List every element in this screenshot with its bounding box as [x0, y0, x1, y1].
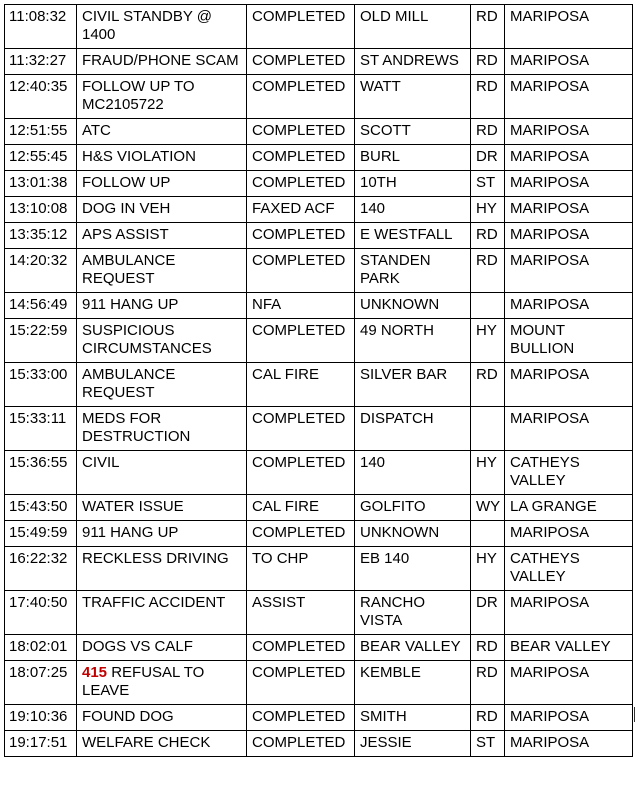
location-city-cell — [505, 547, 633, 591]
call-time-cell — [5, 319, 77, 363]
call-time: 18:07:25 — [9, 664, 68, 681]
location-street-cell — [355, 223, 471, 249]
call-disposition-cell — [247, 145, 355, 171]
location-city-cell — [505, 407, 633, 451]
street-suffix: RD — [476, 52, 498, 69]
table-row — [5, 407, 633, 451]
call-disposition: COMPLETED — [252, 734, 346, 751]
table-row — [5, 249, 633, 293]
location-street: BEAR VALLEY — [360, 638, 461, 655]
location-city-cell — [505, 591, 633, 635]
location-street: EB 140 — [360, 550, 410, 567]
street-suffix: DR — [476, 148, 498, 165]
call-disposition: COMPLETED — [252, 78, 346, 95]
call-time-cell — [5, 119, 77, 145]
call-time: 19:10:36 — [9, 708, 68, 725]
location-street-cell — [355, 49, 471, 75]
street-suffix: RD — [476, 638, 498, 655]
call-disposition: COMPLETED — [252, 322, 346, 339]
call-time-cell — [5, 635, 77, 661]
location-street: UNKNOWN — [360, 296, 440, 313]
location-city-cell — [505, 75, 633, 119]
street-suffix-cell — [471, 451, 505, 495]
call-type: FOLLOW UP TO MC2105722 — [82, 78, 195, 113]
location-street: ST ANDREWS — [360, 52, 459, 69]
call-type-cell — [77, 591, 247, 635]
location-street: 49 NORTH — [360, 322, 434, 339]
table-row — [5, 75, 633, 119]
location-city-cell — [505, 249, 633, 293]
call-disposition-cell — [247, 547, 355, 591]
call-type-cell — [77, 293, 247, 319]
street-suffix-cell — [471, 319, 505, 363]
call-disposition: COMPLETED — [252, 664, 346, 681]
street-suffix-cell — [471, 223, 505, 249]
location-city: BEAR VALLEY — [510, 638, 611, 655]
location-city: MARIPOSA — [510, 8, 590, 25]
location-street: E WESTFALL — [360, 226, 453, 243]
call-type: DOGS VS CALF — [82, 638, 193, 655]
call-time: 11:32:27 — [9, 52, 67, 69]
call-type-cell — [77, 249, 247, 293]
street-suffix-cell — [471, 249, 505, 293]
call-time: 12:55:45 — [9, 148, 68, 165]
call-code: 415 — [82, 664, 108, 681]
call-type: AMBULANCE REQUEST — [82, 252, 176, 287]
call-disposition-cell — [247, 591, 355, 635]
location-street: 140 — [360, 200, 386, 217]
call-time-cell — [5, 363, 77, 407]
location-street-cell — [355, 731, 471, 757]
location-street-cell — [355, 145, 471, 171]
location-street-cell — [355, 521, 471, 547]
call-disposition: COMPLETED — [252, 226, 346, 243]
location-city-cell — [505, 661, 633, 705]
call-time: 15:33:00 — [9, 366, 68, 383]
call-type-cell — [77, 521, 247, 547]
call-type-cell — [77, 75, 247, 119]
call-disposition-cell — [247, 319, 355, 363]
street-suffix: HY — [476, 454, 497, 471]
location-street-cell — [355, 75, 471, 119]
street-suffix-cell — [471, 547, 505, 591]
table-row — [5, 223, 633, 249]
table-row — [5, 661, 633, 705]
location-city: MARIPOSA — [510, 200, 590, 217]
street-suffix: RD — [476, 664, 498, 681]
call-time-cell — [5, 591, 77, 635]
street-suffix-cell — [471, 119, 505, 145]
street-suffix: RD — [476, 122, 498, 139]
location-city-cell — [505, 705, 633, 731]
table-row — [5, 5, 633, 49]
street-suffix-cell — [471, 635, 505, 661]
call-time-cell — [5, 75, 77, 119]
street-suffix: RD — [476, 708, 498, 725]
call-time: 12:51:55 — [9, 122, 68, 139]
call-time: 19:17:51 — [9, 734, 68, 751]
call-time-cell — [5, 661, 77, 705]
street-suffix: RD — [476, 252, 498, 269]
call-disposition: COMPLETED — [252, 454, 346, 471]
call-disposition: COMPLETED — [252, 252, 346, 269]
call-time: 14:56:49 — [9, 296, 68, 313]
street-suffix: WY — [476, 498, 501, 515]
street-suffix-cell — [471, 661, 505, 705]
call-disposition: NFA — [252, 296, 282, 313]
location-street: GOLFITO — [360, 498, 426, 515]
table-row — [5, 635, 633, 661]
call-disposition-cell — [247, 407, 355, 451]
call-disposition-cell — [247, 521, 355, 547]
call-time-cell — [5, 293, 77, 319]
call-type: ATC — [82, 122, 111, 139]
location-street: OLD MILL — [360, 8, 429, 25]
table-row — [5, 145, 633, 171]
call-disposition-cell — [247, 635, 355, 661]
location-street: SMITH — [360, 708, 407, 725]
call-time: 16:22:32 — [9, 550, 68, 567]
call-disposition: CAL FIRE — [252, 366, 319, 383]
call-type-cell — [77, 119, 247, 145]
location-city-cell — [505, 521, 633, 547]
street-suffix-cell — [471, 49, 505, 75]
call-disposition-cell — [247, 293, 355, 319]
call-disposition-cell — [247, 363, 355, 407]
call-time: 17:40:50 — [9, 594, 68, 611]
location-street: SILVER BAR — [360, 366, 448, 383]
street-suffix: RD — [476, 8, 498, 25]
table-row — [5, 293, 633, 319]
call-type-cell — [77, 407, 247, 451]
location-street: JESSIE — [360, 734, 412, 751]
call-type: MEDS FOR DESTRUCTION — [82, 410, 191, 445]
location-street: RANCHO VISTA — [360, 594, 426, 629]
call-disposition: COMPLETED — [252, 174, 346, 191]
call-type: 911 HANG UP — [82, 296, 179, 313]
call-disposition: COMPLETED — [252, 8, 346, 25]
call-log-body — [5, 5, 633, 757]
location-city-cell — [505, 731, 633, 757]
call-type-cell — [77, 223, 247, 249]
location-street-cell — [355, 249, 471, 293]
call-disposition: COMPLETED — [252, 708, 346, 725]
street-suffix: ST — [476, 174, 496, 191]
street-suffix: RD — [476, 366, 498, 383]
call-disposition-cell — [247, 451, 355, 495]
table-row — [5, 319, 633, 363]
table-row — [5, 731, 633, 757]
location-city: MARIPOSA — [510, 174, 590, 191]
location-street-cell — [355, 705, 471, 731]
call-time: 12:40:35 — [9, 78, 68, 95]
call-type: FOLLOW UP — [82, 174, 171, 191]
street-suffix-cell — [471, 171, 505, 197]
street-suffix-cell — [471, 591, 505, 635]
call-time: 15:22:59 — [9, 322, 68, 339]
call-type-cell — [77, 363, 247, 407]
street-suffix-cell — [471, 145, 505, 171]
table-row — [5, 451, 633, 495]
location-street: 140 — [360, 454, 386, 471]
call-disposition: TO CHP — [252, 550, 309, 567]
call-disposition-cell — [247, 75, 355, 119]
location-street: KEMBLE — [360, 664, 421, 681]
street-suffix-cell — [471, 5, 505, 49]
call-type-cell — [77, 635, 247, 661]
call-type: DOG IN VEH — [82, 200, 171, 217]
text-cursor-mark — [634, 707, 635, 722]
call-time: 13:10:08 — [9, 200, 68, 217]
call-disposition-cell — [247, 705, 355, 731]
location-city: CATHEYS VALLEY — [510, 454, 580, 489]
location-city-cell — [505, 49, 633, 75]
call-time: 15:36:55 — [9, 454, 68, 471]
street-suffix-cell — [471, 197, 505, 223]
street-suffix-cell — [471, 363, 505, 407]
call-disposition: COMPLETED — [252, 52, 346, 69]
table-row — [5, 591, 633, 635]
call-disposition: COMPLETED — [252, 148, 346, 165]
call-disposition: FAXED ACF — [252, 200, 335, 217]
location-city: MARIPOSA — [510, 78, 590, 95]
call-disposition: COMPLETED — [252, 638, 346, 655]
street-suffix: HY — [476, 200, 497, 217]
location-street-cell — [355, 407, 471, 451]
call-disposition-cell — [247, 661, 355, 705]
call-disposition: CAL FIRE — [252, 498, 319, 515]
call-type: AMBULANCE REQUEST — [82, 366, 176, 401]
location-city: LA GRANGE — [510, 498, 597, 515]
call-type-cell — [77, 705, 247, 731]
location-city: MARIPOSA — [510, 708, 590, 725]
call-time-cell — [5, 145, 77, 171]
call-time-cell — [5, 731, 77, 757]
location-city-cell — [505, 635, 633, 661]
location-street-cell — [355, 547, 471, 591]
location-street-cell — [355, 197, 471, 223]
call-time-cell — [5, 521, 77, 547]
call-time-cell — [5, 451, 77, 495]
location-city: MARIPOSA — [510, 52, 590, 69]
call-type: FRAUD/PHONE SCAM — [82, 52, 239, 69]
table-row — [5, 363, 633, 407]
call-time-cell — [5, 223, 77, 249]
location-street-cell — [355, 495, 471, 521]
call-time-cell — [5, 547, 77, 591]
call-time-cell — [5, 197, 77, 223]
table-row — [5, 119, 633, 145]
location-street-cell — [355, 171, 471, 197]
location-city: MARIPOSA — [510, 594, 590, 611]
location-city: MARIPOSA — [510, 122, 590, 139]
call-disposition-cell — [247, 731, 355, 757]
call-disposition: ASSIST — [252, 594, 306, 611]
call-type-cell — [77, 547, 247, 591]
street-suffix: HY — [476, 550, 497, 567]
street-suffix-cell — [471, 705, 505, 731]
call-disposition-cell — [247, 495, 355, 521]
call-disposition-cell — [247, 5, 355, 49]
location-street: STANDEN PARK — [360, 252, 431, 287]
call-disposition: COMPLETED — [252, 122, 346, 139]
call-time: 15:49:59 — [9, 524, 68, 541]
street-suffix: ST — [476, 734, 496, 751]
call-type: 911 HANG UP — [82, 524, 179, 541]
location-city-cell — [505, 119, 633, 145]
call-type: CIVIL STANDBY @ 1400 — [82, 8, 212, 43]
call-type: WELFARE CHECK — [82, 734, 211, 751]
location-street: WATT — [360, 78, 401, 95]
location-city-cell — [505, 5, 633, 49]
location-city-cell — [505, 145, 633, 171]
location-street: UNKNOWN — [360, 524, 440, 541]
call-time-cell — [5, 407, 77, 451]
location-city: MARIPOSA — [510, 664, 590, 681]
location-street-cell — [355, 293, 471, 319]
call-time: 13:01:38 — [9, 174, 68, 191]
call-time-cell — [5, 171, 77, 197]
location-city-cell — [505, 319, 633, 363]
call-log-table — [4, 4, 633, 757]
location-city: MARIPOSA — [510, 226, 590, 243]
table-row — [5, 705, 633, 731]
street-suffix: DR — [476, 594, 498, 611]
location-street: SCOTT — [360, 122, 411, 139]
table-row — [5, 547, 633, 591]
location-city-cell — [505, 223, 633, 249]
table-row — [5, 197, 633, 223]
location-street: BURL — [360, 148, 401, 165]
call-disposition-cell — [247, 49, 355, 75]
table-row — [5, 495, 633, 521]
location-street-cell — [355, 451, 471, 495]
call-type-cell — [77, 319, 247, 363]
call-type: WATER ISSUE — [82, 498, 184, 515]
street-suffix-cell — [471, 407, 505, 451]
call-time: 18:02:01 — [9, 638, 68, 655]
street-suffix: HY — [476, 322, 497, 339]
call-type: RECKLESS DRIVING — [82, 550, 229, 567]
call-type-cell — [77, 495, 247, 521]
call-time-cell — [5, 5, 77, 49]
call-disposition-cell — [247, 223, 355, 249]
street-suffix: RD — [476, 78, 498, 95]
location-street: DISPATCH — [360, 410, 434, 427]
call-type-cell — [77, 451, 247, 495]
call-time: 13:35:12 — [9, 226, 68, 243]
call-type-cell — [77, 145, 247, 171]
location-city: MARIPOSA — [510, 148, 590, 165]
location-city-cell — [505, 293, 633, 319]
call-time-cell — [5, 495, 77, 521]
location-city: MOUNT BULLION — [510, 322, 575, 357]
street-suffix-cell — [471, 293, 505, 319]
location-street: 10TH — [360, 174, 397, 191]
location-city: MARIPOSA — [510, 366, 590, 383]
call-type: FOUND DOG — [82, 708, 174, 725]
location-city: MARIPOSA — [510, 296, 590, 313]
call-time: 15:43:50 — [9, 498, 68, 515]
table-row — [5, 171, 633, 197]
call-type-cell — [77, 731, 247, 757]
call-type-cell — [77, 197, 247, 223]
call-disposition: COMPLETED — [252, 410, 346, 427]
street-suffix-cell — [471, 75, 505, 119]
call-type: APS ASSIST — [82, 226, 169, 243]
call-time: 14:20:32 — [9, 252, 68, 269]
call-type: TRAFFIC ACCIDENT — [82, 594, 226, 611]
call-disposition-cell — [247, 171, 355, 197]
table-row — [5, 49, 633, 75]
call-disposition-cell — [247, 197, 355, 223]
location-city-cell — [505, 363, 633, 407]
location-street-cell — [355, 119, 471, 145]
location-street-cell — [355, 319, 471, 363]
location-city: MARIPOSA — [510, 252, 590, 269]
street-suffix: RD — [476, 226, 498, 243]
street-suffix-cell — [471, 731, 505, 757]
location-street-cell — [355, 661, 471, 705]
location-street-cell — [355, 363, 471, 407]
call-time-cell — [5, 249, 77, 293]
call-disposition-cell — [247, 119, 355, 145]
location-city-cell — [505, 171, 633, 197]
call-disposition: COMPLETED — [252, 524, 346, 541]
call-time: 11:08:32 — [9, 8, 67, 25]
location-city-cell — [505, 451, 633, 495]
location-city: CATHEYS VALLEY — [510, 550, 580, 585]
street-suffix-cell — [471, 521, 505, 547]
location-city: MARIPOSA — [510, 524, 590, 541]
table-row — [5, 521, 633, 547]
location-city: MARIPOSA — [510, 734, 590, 751]
call-time-cell — [5, 705, 77, 731]
location-street-cell — [355, 591, 471, 635]
location-street-cell — [355, 5, 471, 49]
location-city-cell — [505, 495, 633, 521]
call-time-cell — [5, 49, 77, 75]
call-type: H&S VIOLATION — [82, 148, 196, 165]
call-type-cell — [77, 171, 247, 197]
call-type: SUSPICIOUS CIRCUMSTANCES — [82, 322, 212, 357]
call-type: REFUSAL TO LEAVE — [82, 664, 205, 699]
call-type: CIVIL — [82, 454, 120, 471]
location-street-cell — [355, 635, 471, 661]
call-type-cell — [77, 661, 247, 705]
call-time: 15:33:11 — [9, 410, 67, 427]
call-type-cell — [77, 5, 247, 49]
call-disposition-cell — [247, 249, 355, 293]
location-city: MARIPOSA — [510, 410, 590, 427]
street-suffix-cell — [471, 495, 505, 521]
location-city-cell — [505, 197, 633, 223]
call-type-cell — [77, 49, 247, 75]
